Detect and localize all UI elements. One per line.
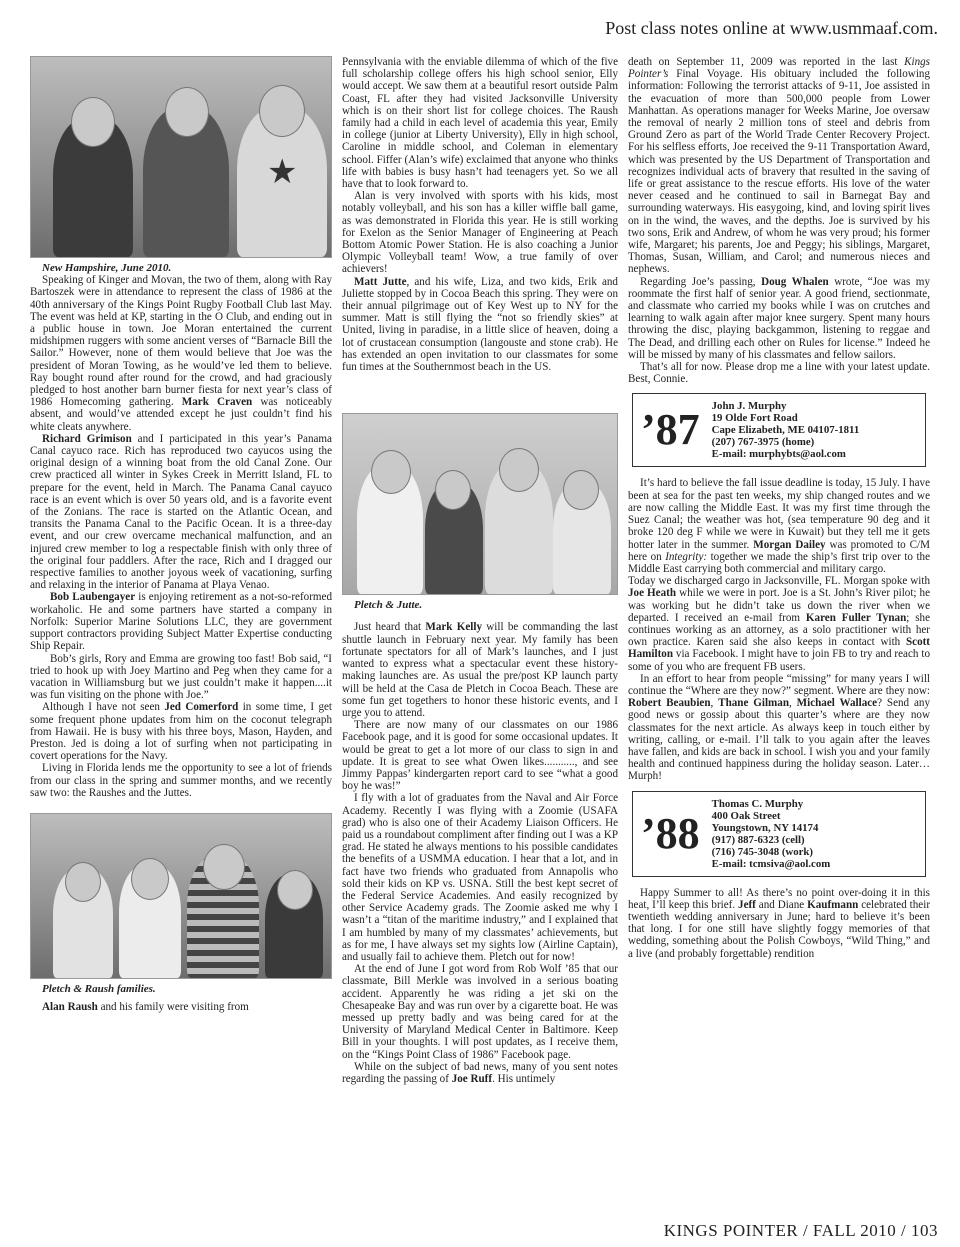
page-footer: KINGS POINTER / FALL 2010 / 103 xyxy=(663,1221,938,1240)
text: was noticeably absent, and would’ve attended except he just couldn’t find his white cleats anywhere. xyxy=(30,396,332,433)
photo-person-head xyxy=(131,858,169,900)
classmate-name: Mark Craven xyxy=(181,396,253,409)
text: Happy Summer to all! As there’s no point over-doing it in this heat, I’ll keep this brief. xyxy=(628,886,930,911)
paragraph xyxy=(30,433,332,592)
text: Today we discharged cargo in Jacksonville, FL. Morgan spoke with xyxy=(628,575,930,588)
text: . His untimely xyxy=(492,1073,556,1085)
text: , xyxy=(789,697,797,710)
classmate-name: Karen Fuller Tynan xyxy=(805,611,907,624)
class-of-88-contact-box xyxy=(632,791,926,877)
classmate-name: Jeff xyxy=(738,898,756,911)
class-secretary-info xyxy=(712,798,831,870)
paragraph xyxy=(628,673,930,783)
paragraph xyxy=(628,477,930,575)
classmate-name: Bob Laubengayer xyxy=(50,591,136,604)
classmate-name: Alan Raush xyxy=(42,1001,98,1014)
paragraph xyxy=(342,276,618,374)
text: death on September 11, 2009 was reported in the last xyxy=(628,56,905,68)
class-year: ’87 xyxy=(641,405,700,455)
classmate-name: Joe Heath xyxy=(628,587,677,600)
text: while we were in port. Joe is a St. John’s River pilot; he was working but he didn’t take us down the river when we departed. I received an e-mail from xyxy=(628,587,930,624)
photo-person-head xyxy=(371,450,411,494)
secretary-email: E-mail: tcmsiva@aol.com xyxy=(711,857,831,870)
paragraph xyxy=(30,274,332,433)
secretary-name: Thomas C. Murphy xyxy=(711,797,804,810)
classmate-name: Scott Hamilton xyxy=(628,636,930,661)
classmate-name: Morgan Dailey xyxy=(753,538,826,551)
photo-caption: Pletch & Raush families. xyxy=(42,982,156,995)
paragraph: At the end of June I got word from Rob Wolf ’85 that our classmate, Bill Merkle was involved in a serious boating accident. Apparently he was riding a jet ski on the Chesapeake Bay and was run over by a cigarette boat. He was messed up pretty badly and was being cared for at the University of Maryland Medical Center in Baltimore. Keep Bill in your thoughts. I will post updates, as I receive them, on the “Kings Point Class of 1986” Facebook page. xyxy=(342,963,618,1061)
class-year: ’88 xyxy=(641,808,700,858)
classmate-name: Matt Jutte xyxy=(354,275,407,288)
paragraph: Living in Florida lends me the opportunity to see a lot of friends from our class in the spring and summer months, and we recently saw two: the Raushes and the Juttes. xyxy=(30,762,332,799)
text: ? Send any good news or gossip about this quarter’s where are they now classmates for the next article. As always keep in touch either by writing, calling, or e-mail. I’ll talk to you again after the leaves have fallen, and kids are back in school. I wish you and your family health and continued happiness during the holiday season. Later…Murph! xyxy=(628,697,930,783)
secretary-address: 19 Olde Fort Road xyxy=(711,412,798,425)
text: via Facebook. I might have to join FB to try and reach to some of you who are frequent FB users. xyxy=(628,648,930,673)
text: Speaking of Kinger and Movan, the two of them, along with Ray Bartoszek were in attendance to represent the class of 1986 at the 40th anniversary of the Kings Point Rugby Football Club last May. The event was held at KP, starting in the O Club, and ending out in a public house in town. Joe Moran entertained the current midshipmen ruggers with some ancient verses of “Barnacle Bill the Sailor.” However, none of them would believe that Joe was the president of Moran Towing, as he would’ve led them to believe. Ray bought round after round for the crowd, and had graciously pledged to host another barn burner fiesta for next year’s class of 1986 Homecoming gathering. xyxy=(30,274,332,409)
ship-name: Integrity: xyxy=(665,550,708,563)
classmate-name: Thane Gilman xyxy=(718,697,790,710)
photo-person-head xyxy=(71,97,115,147)
secretary-address: 400 Oak Street xyxy=(711,809,781,822)
paragraph xyxy=(342,1061,618,1085)
text: Just heard that xyxy=(354,621,426,634)
photo-caption: Pletch & Jutte. xyxy=(354,599,423,612)
photo-person-head xyxy=(165,87,209,137)
photo-person-head xyxy=(203,844,245,890)
text: , and his wife, Liza, and two kids, Erik and Juliette stopped by in Cocoa Beach this spring. They were on their annual pilgrimage out of Key West up to NY for the summer. Matt is still flying the “not so friendly skies” at United, living in paradise, in a little slice of heaven, doing a lot of crustacean consumption (langouste and stone crab). He has extended an open invitation to our classmates for some fun times at the Southernmost beach in the US. xyxy=(342,275,618,374)
paragraph: That’s all for now. Please drop me a line with your latest update. Best, Connie. xyxy=(628,361,930,386)
classmate-name: Doug Whalen xyxy=(761,275,829,288)
text: and Diane xyxy=(755,898,808,911)
secretary-email: E-mail: murphybts@aol.com xyxy=(711,448,846,461)
paragraph: Alan is very involved with sports with his kids, most notably volleyball, and his son has a killer wiffle ball game, as was demonstrated in Florida this year. He is still working for Exelon as the Senior Manager of Engineering at Peach Bottom Atomic Power Station. He is also coaching a Junior Olympic Volleyball team! Wow, a true family of over achievers! xyxy=(342,190,618,276)
paragraph: There are now many of our classmates on our 1986 Facebook page, and it is good for some occasional updates. It would be great to get a lot more of our class to sign in and update. It is great to see what Owen likes..........., and see Jimmy Pappas’ kindergarten report card to see “what a good boy he was!” xyxy=(342,719,618,793)
photo-person-head xyxy=(259,85,305,137)
classmate-name: Mark Kelly xyxy=(425,621,483,634)
secretary-address: Cape Elizabeth, ME 04107-1811 xyxy=(711,424,860,437)
text: in some time, I get some frequent phone updates from him on the coconut telegraph from Hawaii. He is busy with his three boys, Mason, Hayden, and Preston. Jed is doing a lot of surfing when not participating in covert operations for the Navy. xyxy=(30,701,332,763)
photo-pletch-jutte xyxy=(342,413,618,595)
classmate-name: Kaufmann xyxy=(807,898,859,911)
paragraph: Pennsylvania with the enviable dilemma of which of the five full scholarship college offers his high school senior, Elly would accept. We saw them at a beautiful resort outside Palm Coast, FL after they had visited Jacksonville University which is on their short list for college choices. The Raush family had a child in each level of academia this year, Emily in college (junior at Liberty University), Elly in high school, Caroline in middle school, and Coleman in elementary school. Fiffer (Alan’s wife) exclaimed that anyone who thinks life with babies is busy hasn’t had teenagers yet. So we all have that to look forward to. xyxy=(342,56,618,191)
paragraph: I fly with a lot of graduates from the Naval and Air Force Academy. Recently I was flying with a Zoomie (USAFA grad) who is also one of their Academy Liaison Officers. He paid us a roundabout compliment after finding out I was a KP grad. He stated he always mentions to his possible candidates the benefits of a USMMA education. I hear that a lot, and in fact have two friends who graduated from Annapolis who sold their kids on KP vs. USNA. Still the best kept secret of the Federal Service Academies. And easily recognized by other Service Academy grads. The Zoomie asked me why I wasn’t a “titan of the maritime industry,” and I explained that I am humbled by many of my classmates’ achievements, but as for me, I have always set my sights low (Airline Captain), and usually fail to achieve them. Pletch out for now! xyxy=(342,792,618,963)
page-header: Post class notes online at www.usmmaaf.com. xyxy=(605,18,938,38)
paragraph xyxy=(628,887,930,960)
classmate-name: Jed Comerford xyxy=(164,701,239,714)
secretary-name: John J. Murphy xyxy=(711,400,787,413)
secretary-phone: (917) 887-6323 (cell) xyxy=(711,833,805,846)
classmate-name: Robert Beaubien xyxy=(628,697,711,710)
secretary-phone: (716) 745-3048 (work) xyxy=(711,845,814,858)
text: Final Voyage. His obituary included the following information: Following the terrorist attacks of 9-11, Joe assisted in the evacuation of more than 500,000 people from Lower Manhattan. As operations manager for Weeks Marine, Joe oversaw the removal of nearly 2 million tons of steel and debris from Ground Zero as part of the World Trade Center Recovery Project. For his selfless efforts, Joe received the 9-11 Transportation Award, which was presented by the US Department of Transportation and recognizes individual acts of bravery that resulted in the saving of life or great assistance to the rescue efforts. His love of the water never ceased and he continued to sail in Barnegat Bay and surrounding waterways. His easygoing, kind, and loving spirit lives on in the wind, the waves, and the depths. Joe is survived by his two sons, Erik and Andrew, of whom he was very proud; his former wife, Margaret; his parents, Joe and Peggy; his siblings, Margaret, Thomas, Susan, William, and Carol; and numerous nieces and nephews. xyxy=(628,68,930,276)
text: In an effort to hear from people “missing” for many years I will continue the “Where are they now?” segment. Where are they now: xyxy=(628,672,930,697)
column-2 xyxy=(342,56,618,1085)
text: Although I have not seen xyxy=(42,701,165,714)
text: is enjoying retirement as a not-so-reformed workaholic. He and some partners have started a company in Norfolk: Superior Marine Solutions LLC, they are government support contractors providing Subject Matter Expertise conducting Ship Repair. xyxy=(30,591,332,653)
secretary-address: Youngstown, NY 14174 xyxy=(711,821,819,834)
publication-title: Kings Pointer’s xyxy=(628,56,930,81)
text: was promoted to C/M here on xyxy=(628,538,930,563)
text: , xyxy=(710,697,719,710)
paragraph xyxy=(628,276,930,361)
photo-person-head xyxy=(499,448,539,492)
text: celebrated their twentieth wedding anniversary in June; hard to believe it’s been that long. I for one still have slightly foggy memories of that wedding, something about the Polish Cowboys, “Wild Thing,” and a live (and probably forgettable) rendition xyxy=(628,898,931,960)
text: It’s hard to believe the fall issue deadline is today, 15 July. I have been at sea for the past ten weeks, my ship changed routes and we are now calling the Middle East. It was my first time through the Suez Canal; the weather was hot, (sea temperature 90 deg and it broke 120 deg F while we were in Kuwait) but they tell me it gets hotter later in the summer. xyxy=(628,477,930,551)
star-shirt-icon: ★ xyxy=(267,154,298,191)
classmate-name: Michael Wallace xyxy=(796,697,878,710)
text: Regarding Joe’s passing, xyxy=(640,275,762,288)
secretary-phone: (207) 767-3975 (home) xyxy=(711,436,815,449)
classmate-name: Joe Ruff xyxy=(451,1073,493,1085)
paragraph xyxy=(628,575,930,673)
photo-person-head xyxy=(277,870,313,910)
text: wrote, “Joe was my roommate the first half of senior year. A good friend, sectionmate, and classmate who carried my books while I was on crutches and learning to walk again after major knee surgery. Spent many hours throwing the disc, playing backgammon, listening to reggae and The Dead, and drilling each other on Rules for license.” Indeed he will be missed by many of his classmates and fellow sailors. xyxy=(628,275,930,361)
paragraph xyxy=(628,56,930,276)
paragraph xyxy=(30,591,332,652)
class-of-87-contact-box xyxy=(632,393,926,467)
column-3 xyxy=(628,56,930,960)
classmate-name: Richard Grimison xyxy=(42,432,132,445)
photo-person-head xyxy=(435,470,471,510)
text: and I participated in this year’s Panama Canal cayuco race. Rich has reproduced two cayucos using the original design of a winning boat from the old Canal Zone. Our crew practiced all winter in Sykes Creek in Merritt Island, FL to prepare for the event, held in March. The Panama Canal cayuco race is an event which is over 50 years old, and is a favorite event of the Zonians. The race is started on the Atlantic Ocean, and transits the Panama Canal to the Pacific Ocean. It is a three-day event, and our crew overcame mechanical malfunction, and an injured crew member to log a respectable finish with only three of the original four paddlers. After the race, Rich and I dragged our respective families to another joyous week of vacationing, surfing and relaxing in the interior of Panama at Playa Venao. xyxy=(30,432,332,592)
text: together we made the ship’s first trip over to the Middle East carrying both commercial and military cargo. xyxy=(628,550,931,575)
paragraph xyxy=(30,1001,332,1013)
photo-caption: New Hampshire, June 2010. xyxy=(42,262,172,274)
paragraph xyxy=(342,621,618,719)
photo-person-head xyxy=(65,862,101,902)
text: will be commanding the last shuttle launch in February next year. My family has been fortunate spectators for all of Mark’s launches, and I just wanted to express what a spectacular event these history-making launches are. As usual the pre/post KP launch party will be held at the Casa de Pletch in Cocoa Beach. These are some fun get togethers to honor these historic events, and I urge you to attend. xyxy=(342,621,618,719)
photo-person-head xyxy=(563,470,599,510)
paragraph xyxy=(30,701,332,762)
text: While on the subject of bad news, many of you sent notes regarding the passing of xyxy=(342,1060,618,1085)
photo-new-hampshire xyxy=(30,56,332,258)
photo-pletch-raush xyxy=(30,813,332,979)
column-1 xyxy=(30,56,332,1013)
paragraph: Bob’s girls, Rory and Emma are growing too fast! Bob said, “I tried to hook up with Joey Martino and Peg when they came for a vacation in Williamsburg but we just couldn’t make it happen....it was fun visiting on the phone with Joe.” xyxy=(30,652,332,702)
text: and his family were visiting from xyxy=(97,1001,249,1014)
text: ; she continues working as an attorney, as a solo practitioner with her own practice. Karen said she also keeps in contact with xyxy=(628,611,931,649)
class-secretary-info xyxy=(712,400,860,460)
